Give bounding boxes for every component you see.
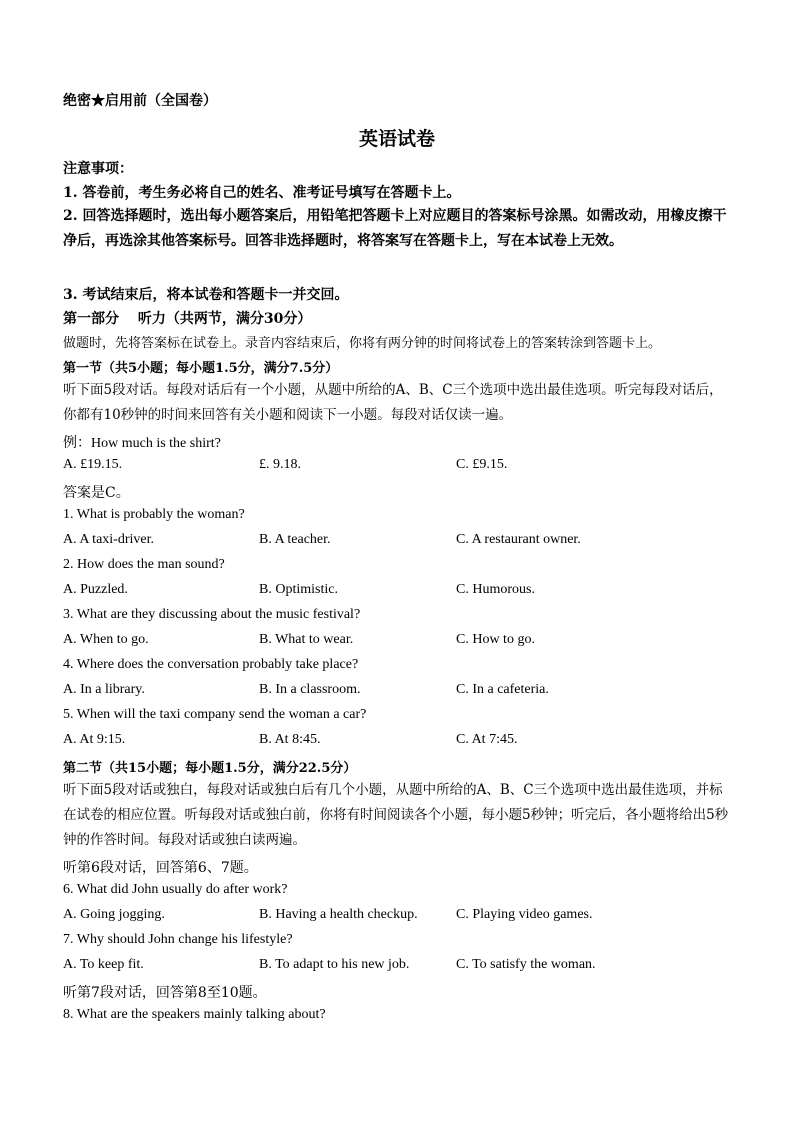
q3-option-a: A. When to go.: [63, 632, 149, 647]
example-option-c: C. £9.15.: [456, 457, 508, 472]
question-4: 4. Where does the conversation probably take place?: [63, 657, 359, 672]
section1-instruction: 听下面5段对话。每段对话后有一个小题，从题中所给的A、B、C三个选项中选出最佳选项。听完每段对话后，你都有10秒钟的时间来回答有关小题和阅读下一小题。每段对话仅读一遍。: [63, 382, 723, 423]
confidential-label: 绝密★启用前（全国卷）: [63, 93, 217, 109]
question-5: 5. When will the taxi company send the woman a car?: [63, 707, 367, 722]
q2-option-b: B. Optimistic.: [259, 582, 338, 597]
q1-option-c: C. A restaurant owner.: [456, 532, 581, 547]
note-item-1: 1. 答卷前，考生务必将自己的姓名、准考证号填写在答题卡上。: [63, 185, 461, 201]
section2-instruction: 听下面5段对话或独白，每段对话或独白后有几个小题，从题中所给的A、B、C三个选项中选出最佳选项，并标在试卷的相应位置。听每段对话或独白前，你将有时间阅读各个小题，每小题5秒钟；听完后，各小题将给出5秒钟的作答时间。每段对话或独白读两遍。: [63, 782, 729, 848]
q5-option-c: C. At 7:45.: [456, 732, 518, 747]
question-8: 8. What are the speakers mainly talking about?: [63, 1007, 326, 1022]
note-item-2: 2. 回答选择题时，选出每小题答案后，用铅笔把答题卡上对应题目的答案标号涂黑。如需改动，用橡皮擦干净后，再选涂其他答案标号。回答非选择题时，将答案写在答题卡上，写在本试卷上无效。: [63, 208, 727, 249]
part1-heading: 第一部分 听力（共两节，满分30分）: [63, 311, 312, 327]
section1-heading: 第一节（共5小题；每小题1.5分，满分7.5分）: [63, 361, 339, 376]
example-question: 例：How much is the shirt?: [63, 436, 221, 451]
note-item-3: 3. 考试结束后，将本试卷和答题卡一并交回。: [63, 287, 349, 303]
q5-option-a: A. At 9:15.: [63, 732, 126, 747]
question-3: 3. What are they discussing about the music festival?: [63, 607, 361, 622]
q1-option-a: A. A taxi-driver.: [63, 532, 154, 547]
question-6: 6. What did John usually do after work?: [63, 882, 288, 897]
q6-option-b: B. Having a health checkup.: [259, 907, 418, 922]
q3-option-c: C. How to go.: [456, 632, 535, 647]
dialog7-label: 听第7段对话，回答第8至10题。: [63, 985, 267, 1001]
q7-option-a: A. To keep fit.: [63, 957, 144, 972]
q4-option-c: C. In a cafeteria.: [456, 682, 549, 697]
example-option-b: £. 9.18.: [259, 457, 301, 472]
section2-heading: 第二节（共15小题；每小题1.5分，满分22.5分）: [63, 761, 357, 776]
q7-option-b: B. To adapt to his new job.: [259, 957, 410, 972]
question-2: 2. How does the man sound?: [63, 557, 225, 572]
page-title: 英语试卷: [358, 128, 435, 150]
example-answer: 答案是C。: [63, 485, 130, 501]
question-1: 1. What is probably the woman?: [63, 507, 245, 522]
q2-option-a: A. Puzzled.: [63, 582, 128, 597]
q5-option-b: B. At 8:45.: [259, 732, 321, 747]
notes-heading: 注意事项：: [63, 161, 133, 177]
q4-option-a: A. In a library.: [63, 682, 145, 697]
q2-option-c: C. Humorous.: [456, 582, 535, 597]
q1-option-b: B. A teacher.: [259, 532, 331, 547]
q4-option-b: B. In a classroom.: [259, 682, 361, 697]
q6-option-c: C. Playing video games.: [456, 907, 593, 922]
q3-option-b: B. What to wear.: [259, 632, 354, 647]
q6-option-a: A. Going jogging.: [63, 907, 165, 922]
q7-option-c: C. To satisfy the woman.: [456, 957, 596, 972]
question-7: 7. Why should John change his lifestyle?: [63, 932, 293, 947]
example-option-a: A. £19.15.: [63, 457, 123, 472]
part1-instruction: 做题时，先将答案标在试卷上。录音内容结束后，你将有两分钟的时间将试卷上的答案转涂到答题卡上。: [63, 336, 662, 351]
dialog6-label: 听第6段对话，回答第6、7题。: [63, 860, 258, 876]
